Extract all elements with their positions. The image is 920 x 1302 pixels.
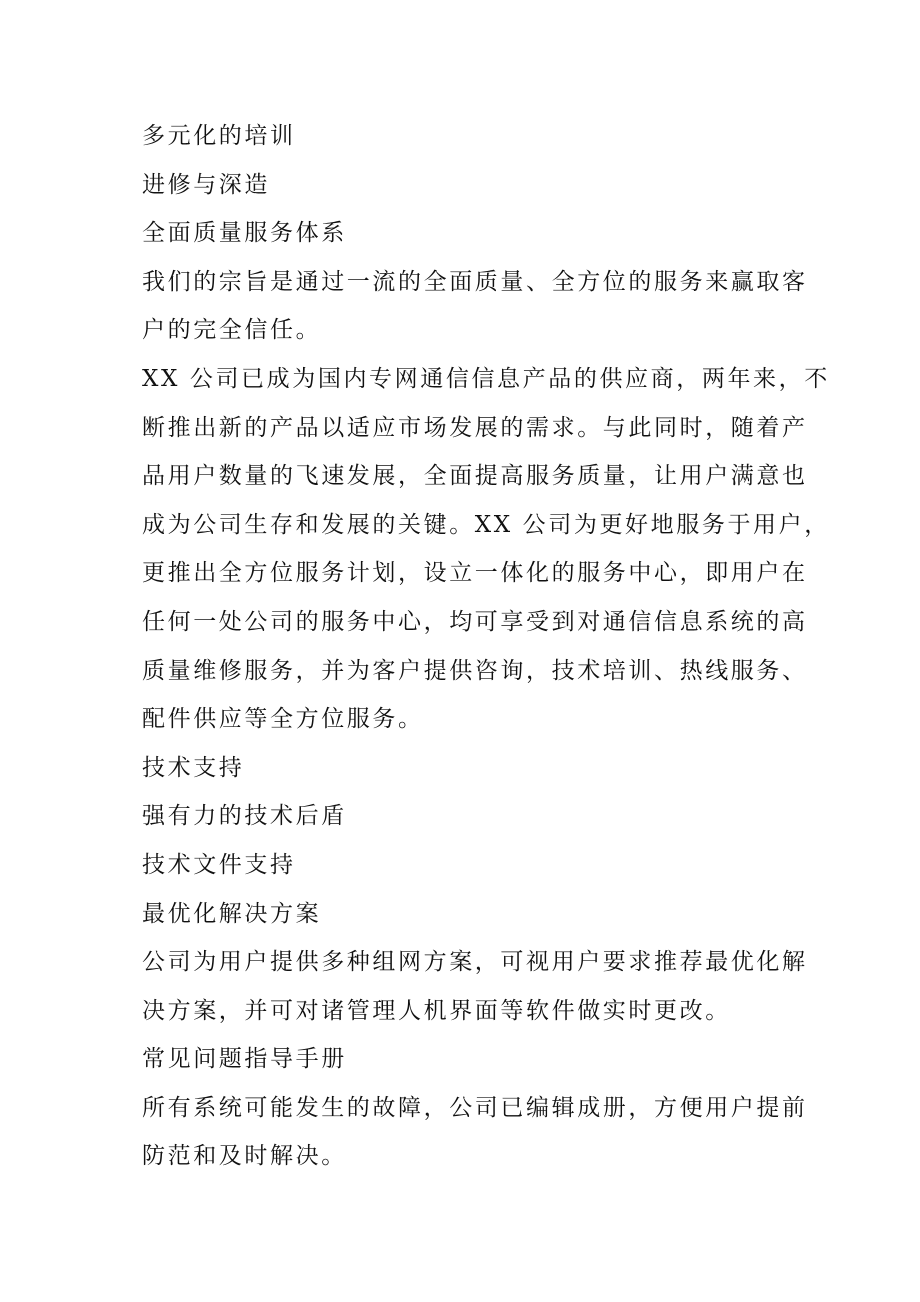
heading-optimized-solutions: 最优化解决方案 <box>142 900 322 927</box>
paragraph-line: 公司为用户提供多种组网方案，可视用户要求推荐最优化解 <box>142 949 808 976</box>
paragraph-line: 断推出新的产品以适应市场发展的需求。与此同时，随着产 <box>142 414 808 441</box>
paragraph-line: 户的完全信任。 <box>142 317 322 344</box>
heading-tech-support: 技术支持 <box>142 754 245 781</box>
paragraph-line: 配件供应等全方位服务。 <box>142 706 424 733</box>
paragraph-line: 任何一处公司的服务中心，均可享受到对通信信息系统的高 <box>142 608 808 635</box>
paragraph-line: 我们的宗旨是通过一流的全面质量、全方位的服务来赢取客 <box>142 268 808 295</box>
heading-strong-backing: 强有力的技术后盾 <box>142 803 347 830</box>
heading-diversified-training: 多元化的培训 <box>142 123 296 149</box>
paragraph-line: XX 公司已成为国内专网通信信息产品的供应商，两年来，不 <box>142 365 830 392</box>
paragraph-line: 防范和及时解决。 <box>142 1143 347 1170</box>
paragraph-line: 质量维修服务，并为客户提供咨询，技术培训、热线服务、 <box>142 657 808 684</box>
heading-tech-docs: 技术文件支持 <box>142 851 296 878</box>
heading-faq-manual: 常见问题指导手册 <box>142 1046 347 1073</box>
paragraph-line: 品用户数量的飞速发展，全面提高服务质量，让用户满意也 <box>142 463 808 490</box>
paragraph-line: 更推出全方位服务计划，设立一体化的服务中心，即用户在 <box>142 560 808 587</box>
paragraph-line: 决方案，并可对诸管理人机界面等软件做实时更改。 <box>142 997 731 1024</box>
document-body <box>142 112 830 1181</box>
heading-further-study: 进修与深造 <box>142 171 270 198</box>
heading-quality-service-system: 全面质量服务体系 <box>142 220 347 247</box>
paragraph-line: 成为公司生存和发展的关键。XX 公司为更好地服务于用户， <box>142 511 830 538</box>
paragraph-line: 所有系统可能发生的故障，公司已编辑成册，方便用户提前 <box>142 1094 808 1121</box>
